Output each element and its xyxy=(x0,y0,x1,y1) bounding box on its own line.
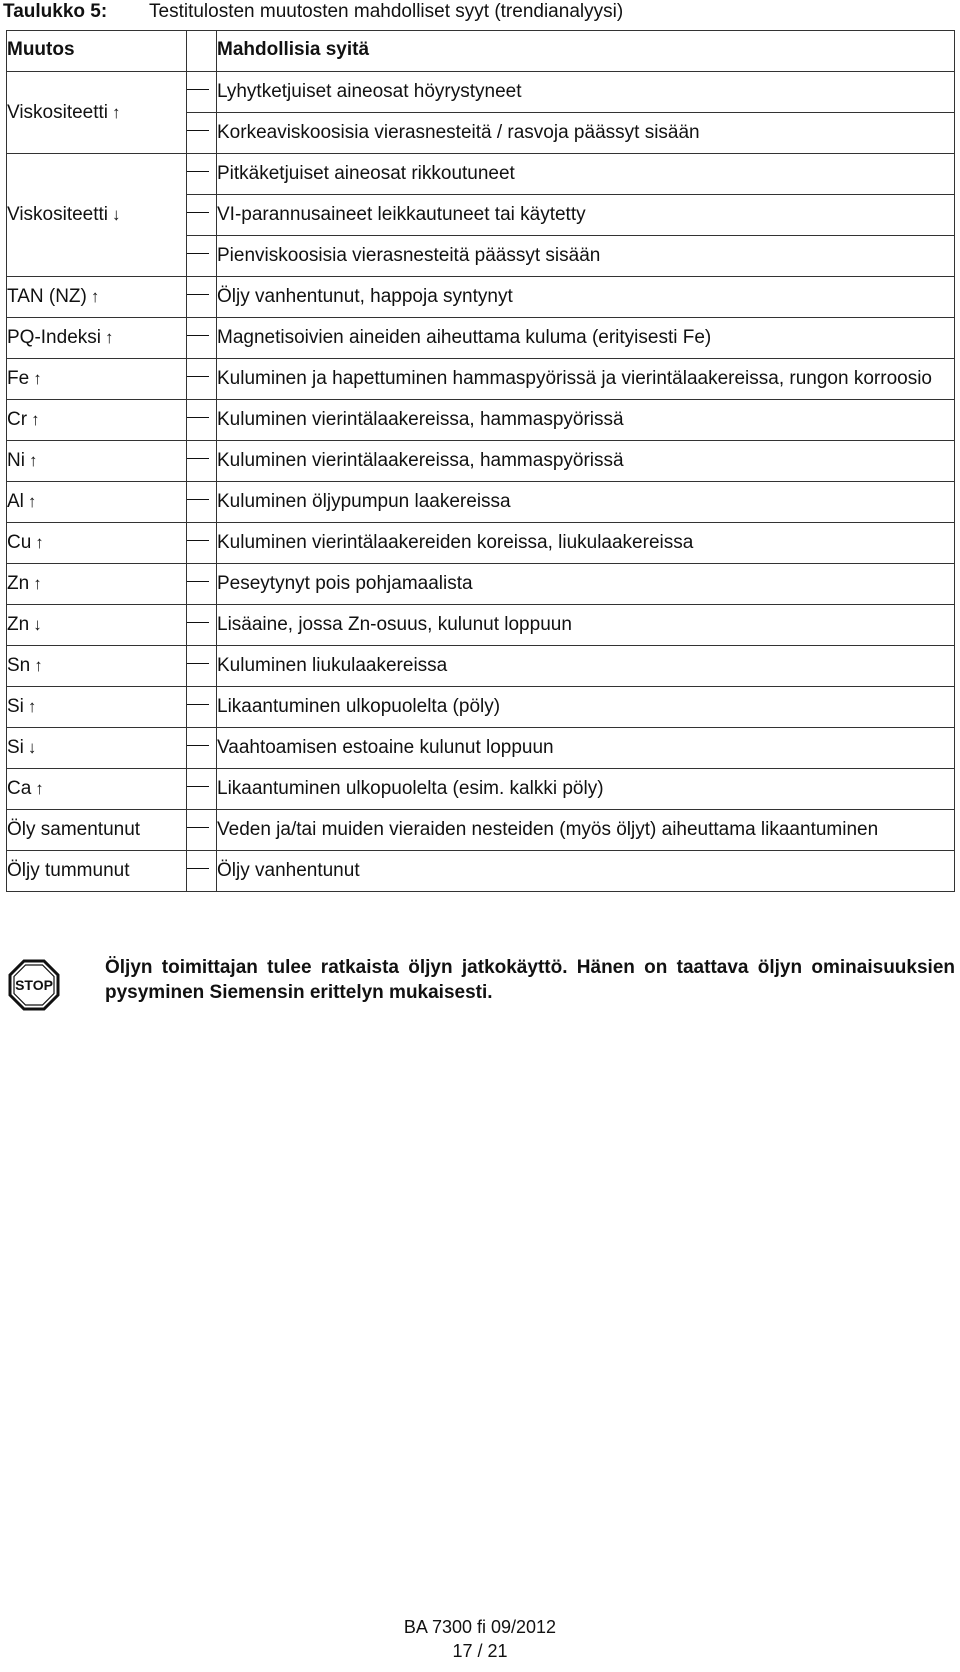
change-label: Cr xyxy=(7,409,28,430)
cause-cell: Kuluminen öljypumpun laakereissa xyxy=(217,482,955,523)
cause-cell: Kuluminen vierintälaakereissa, hammaspyörissä xyxy=(217,400,955,441)
table-row xyxy=(7,441,955,482)
stop-note: Öljyn toimittajan tulee ratkaista öljyn jatkokäyttö. Hänen on taattava öljyn ominaisuuksien pysyminen Siemensin erittelyn mukaisesti. xyxy=(105,957,955,1003)
em-dash-mark xyxy=(187,745,209,746)
cause-cell: Lisäaine, jossa Zn-osuus, kulunut loppuun xyxy=(217,605,955,646)
cause-cell: Magnetisoivien aineiden aiheuttama kuluma (erityisesti Fe) xyxy=(217,318,955,359)
cause-cell: Öljy vanhentunut xyxy=(217,851,955,892)
dash-cell xyxy=(187,687,217,728)
table-row xyxy=(7,851,955,892)
table-caption xyxy=(3,0,623,24)
trend-analysis-table xyxy=(6,30,955,892)
change-label: Al xyxy=(7,491,24,512)
arrow-up-icon: ↑ xyxy=(104,328,114,347)
arrow-up-icon: ↑ xyxy=(112,102,121,122)
change-label: Ca xyxy=(7,778,32,799)
em-dash-mark xyxy=(187,581,209,582)
em-dash-mark xyxy=(187,376,209,377)
change-label: Zn xyxy=(7,614,30,635)
em-dash-mark xyxy=(187,827,209,828)
arrow-up-icon: ↑ xyxy=(35,779,44,798)
arrow-up-icon: ↑ xyxy=(33,574,42,593)
arrow-up-icon: ↑ xyxy=(27,492,37,511)
footer-document-id: BA 7300 fi 09/2012 xyxy=(403,1617,557,1637)
change-label: Ni xyxy=(7,450,25,471)
change-label: Öljy tummunut xyxy=(7,860,130,881)
em-dash-mark xyxy=(187,868,209,869)
arrow-up-icon: ↑ xyxy=(28,451,38,470)
table-row xyxy=(7,564,955,605)
arrow-up-icon: ↑ xyxy=(90,287,100,306)
arrow-down-icon: ↓ xyxy=(112,205,121,224)
table-caption-title: Testitulosten muutosten mahdolliset syyt (trendianalyysi) xyxy=(149,1,624,22)
em-dash-mark xyxy=(187,89,209,90)
dash-cell xyxy=(187,154,217,195)
em-dash-mark xyxy=(187,499,209,500)
dash-cell xyxy=(187,728,217,769)
em-dash-mark xyxy=(187,171,209,172)
table-row xyxy=(7,318,955,359)
change-cell xyxy=(7,154,187,277)
change-cell xyxy=(7,605,187,646)
dash-cell xyxy=(187,523,217,564)
em-dash-mark xyxy=(187,335,209,336)
change-cell xyxy=(7,728,187,769)
cause-cell: Kuluminen ja hapettuminen hammaspyörissä ja vierintälaakereissa, rungon korroosio xyxy=(217,359,955,400)
em-dash-mark xyxy=(187,417,209,418)
em-dash-mark xyxy=(187,212,209,213)
cause-cell: Kuluminen vierintälaakereiden koreissa, liukulaakereissa xyxy=(217,523,955,564)
table-caption-label: Taulukko 5: xyxy=(3,1,108,22)
cause-cell: Kuluminen vierintälaakereissa, hammaspyörissä xyxy=(217,441,955,482)
change-label: Viskositeetti xyxy=(7,204,109,225)
table-row xyxy=(7,482,955,523)
cause-cell: Korkeaviskoosisia vierasnesteitä / rasvoja päässyt sisään xyxy=(217,113,955,154)
table-row xyxy=(7,605,955,646)
change-label: Viskositeetti xyxy=(7,101,109,123)
change-label: Zn xyxy=(7,573,30,594)
table-row xyxy=(7,687,955,728)
footer-page-number: 17 / 21 xyxy=(452,1641,508,1661)
cause-cell: Veden ja/tai muiden vieraiden nesteiden (myös öljyt) aiheuttama likaantuminen xyxy=(217,810,955,851)
em-dash-mark xyxy=(187,253,209,254)
arrow-down-icon: ↓ xyxy=(33,615,42,634)
dash-cell xyxy=(187,769,217,810)
table-header-row xyxy=(7,31,955,72)
arrow-down-icon: ↓ xyxy=(27,738,37,757)
em-dash-mark xyxy=(187,130,209,131)
change-cell xyxy=(7,851,187,892)
change-label: Si xyxy=(7,696,24,717)
table-row xyxy=(7,728,955,769)
change-label: Öly samentunut xyxy=(7,819,141,840)
header-causes: Mahdollisia syitä xyxy=(217,31,955,72)
dash-cell xyxy=(187,482,217,523)
cause-cell: Likaantuminen ulkopuolelta (esim. kalkki pöly) xyxy=(217,769,955,810)
stop-sign-label: STOP xyxy=(15,977,53,993)
em-dash-mark xyxy=(187,663,209,664)
cause-cell: Pitkäketjuiset aineosat rikkoutuneet xyxy=(217,154,955,195)
em-dash-mark xyxy=(187,458,209,459)
change-cell xyxy=(7,318,187,359)
table-row xyxy=(7,646,955,687)
dash-cell xyxy=(187,564,217,605)
em-dash-mark xyxy=(187,622,209,623)
arrow-up-icon: ↑ xyxy=(27,697,37,716)
cause-cell: Peseytynyt pois pohjamaalista xyxy=(217,564,955,605)
stop-sign-icon xyxy=(8,959,60,1011)
cause-cell: Lyhytketjuiset aineosat höyrystyneet xyxy=(217,72,955,113)
table-row xyxy=(7,359,955,400)
dash-cell xyxy=(187,441,217,482)
cause-cell: Öljy vanhentunut, happoja syntynyt xyxy=(217,277,955,318)
change-label: Si xyxy=(7,737,24,758)
dash-cell xyxy=(187,400,217,441)
cause-cell: VI-parannusaineet leikkautuneet tai käytetty xyxy=(217,195,955,236)
cause-cell: Pienviskoosisia vierasnesteitä päässyt sisään xyxy=(217,236,955,277)
change-cell xyxy=(7,769,187,810)
dash-cell xyxy=(187,318,217,359)
change-cell xyxy=(7,72,187,154)
arrow-up-icon: ↑ xyxy=(34,656,43,675)
table-row xyxy=(7,400,955,441)
table-row xyxy=(7,769,955,810)
header-change: Muutos xyxy=(7,31,187,72)
table-body xyxy=(7,72,955,892)
change-label: TAN (NZ) xyxy=(7,286,87,307)
dash-cell xyxy=(187,236,217,277)
arrow-up-icon: ↑ xyxy=(31,410,40,429)
table-row xyxy=(7,154,955,195)
em-dash-mark xyxy=(187,540,209,541)
dash-cell xyxy=(187,72,217,113)
change-cell xyxy=(7,441,187,482)
dash-cell xyxy=(187,646,217,687)
header-spacer xyxy=(187,31,217,72)
change-cell xyxy=(7,482,187,523)
table-row xyxy=(7,810,955,851)
change-label: Cu xyxy=(7,532,32,553)
cause-cell: Kuluminen liukulaakereissa xyxy=(217,646,955,687)
change-cell xyxy=(7,277,187,318)
dash-cell xyxy=(187,810,217,851)
cause-cell: Likaantuminen ulkopuolelta (pöly) xyxy=(217,687,955,728)
change-cell xyxy=(7,810,187,851)
change-cell xyxy=(7,400,187,441)
change-label: PQ-Indeksi xyxy=(7,327,101,348)
change-cell xyxy=(7,523,187,564)
em-dash-mark xyxy=(187,704,209,705)
dash-cell xyxy=(187,113,217,154)
change-label: Fe xyxy=(7,368,30,389)
arrow-up-icon: ↑ xyxy=(35,533,44,552)
em-dash-mark xyxy=(187,786,209,787)
dash-cell xyxy=(187,851,217,892)
table-row xyxy=(7,72,955,113)
table-row xyxy=(7,277,955,318)
arrow-up-icon: ↑ xyxy=(33,369,42,388)
change-cell xyxy=(7,646,187,687)
change-cell xyxy=(7,564,187,605)
dash-cell xyxy=(187,605,217,646)
dash-cell xyxy=(187,359,217,400)
change-label: Sn xyxy=(7,655,31,676)
dash-cell xyxy=(187,195,217,236)
em-dash-mark xyxy=(187,294,209,295)
change-cell xyxy=(7,359,187,400)
table-row xyxy=(7,523,955,564)
change-cell xyxy=(7,687,187,728)
cause-cell: Vaahtoamisen estoaine kulunut loppuun xyxy=(217,728,955,769)
dash-cell xyxy=(187,277,217,318)
